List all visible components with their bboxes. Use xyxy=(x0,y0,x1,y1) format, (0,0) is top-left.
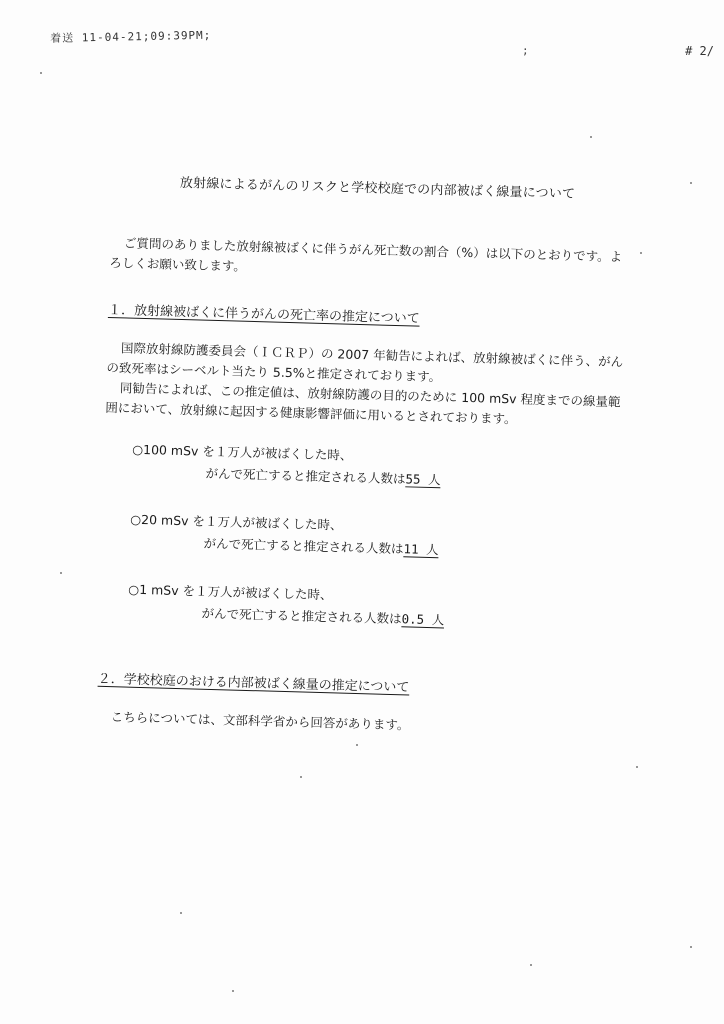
scan-speck xyxy=(356,744,358,746)
case-result-label: がんで死亡すると推定される人数は xyxy=(201,605,402,627)
section1-paragraph-1: 国際放射線防護委員会（ＩＣＲＰ）の 2007 年勧告によれば、放射線被ばくに伴う、がんの致死率はシーベルト当たり 5.5%と推定されております。 xyxy=(106,340,624,385)
scan-speck xyxy=(636,766,638,768)
scan-speck xyxy=(300,776,302,778)
fax-transmission-header: 着送 11-04-21;09:39PM; xyxy=(50,28,212,45)
section2-heading: ２．学校校庭のおける内部被ばく線量の推定について xyxy=(97,671,410,696)
scan-speck xyxy=(40,72,42,74)
document-body xyxy=(96,170,631,741)
estimate-case-1msv xyxy=(127,579,620,637)
case-result-value: 0.5 人 xyxy=(401,611,445,628)
document-title: 放射線によるがんのリスクと学校校庭での内部被ばく線量について xyxy=(179,175,576,202)
scan-speck xyxy=(690,182,692,184)
estimate-case-100msv xyxy=(131,439,624,497)
fax-page-number: # 2/ xyxy=(685,44,714,58)
scan-speck xyxy=(232,990,234,992)
case-result-label: がんで死亡すると推定される人数は xyxy=(203,535,404,557)
case-condition: ○20 mSv を１万人が被ばくした時、 xyxy=(130,511,343,533)
section2-paragraph: こちらについては、文部科学省から回答があります。 xyxy=(110,709,410,733)
intro-paragraph: ご質問のありました放射線被ばくに伴うがん死亡数の割合（%）は以下のとおりです。よろしくお願い致します。 xyxy=(109,235,623,274)
scan-speck xyxy=(60,572,62,574)
scan-speck xyxy=(180,912,182,914)
case-result-value: 55 人 xyxy=(405,471,441,488)
section1-paragraph-2: 同勧告によれば、この推定値は、放射線防護の目的のために 100 mSv 程度までの線量範囲において、放射線に起因する健康影響評価に用いるとされております。 xyxy=(105,380,621,427)
case-condition: ○1 mSv を１万人が被ばくした時、 xyxy=(128,581,333,603)
scan-speck xyxy=(590,136,592,138)
case-result-label: がんで死亡すると推定される人数は xyxy=(205,465,406,487)
case-condition: ○100 mSv を１万人が被ばくした時、 xyxy=(132,441,353,463)
fax-separator: ; xyxy=(522,44,529,57)
estimate-case-20msv xyxy=(129,509,622,567)
section1-heading: １．放射線被ばくに伴うがんの死亡率の推定について xyxy=(107,302,420,327)
scan-speck xyxy=(640,252,642,254)
scan-speck xyxy=(530,964,532,966)
scan-speck xyxy=(690,946,692,948)
case-result-value: 11 人 xyxy=(403,541,439,558)
